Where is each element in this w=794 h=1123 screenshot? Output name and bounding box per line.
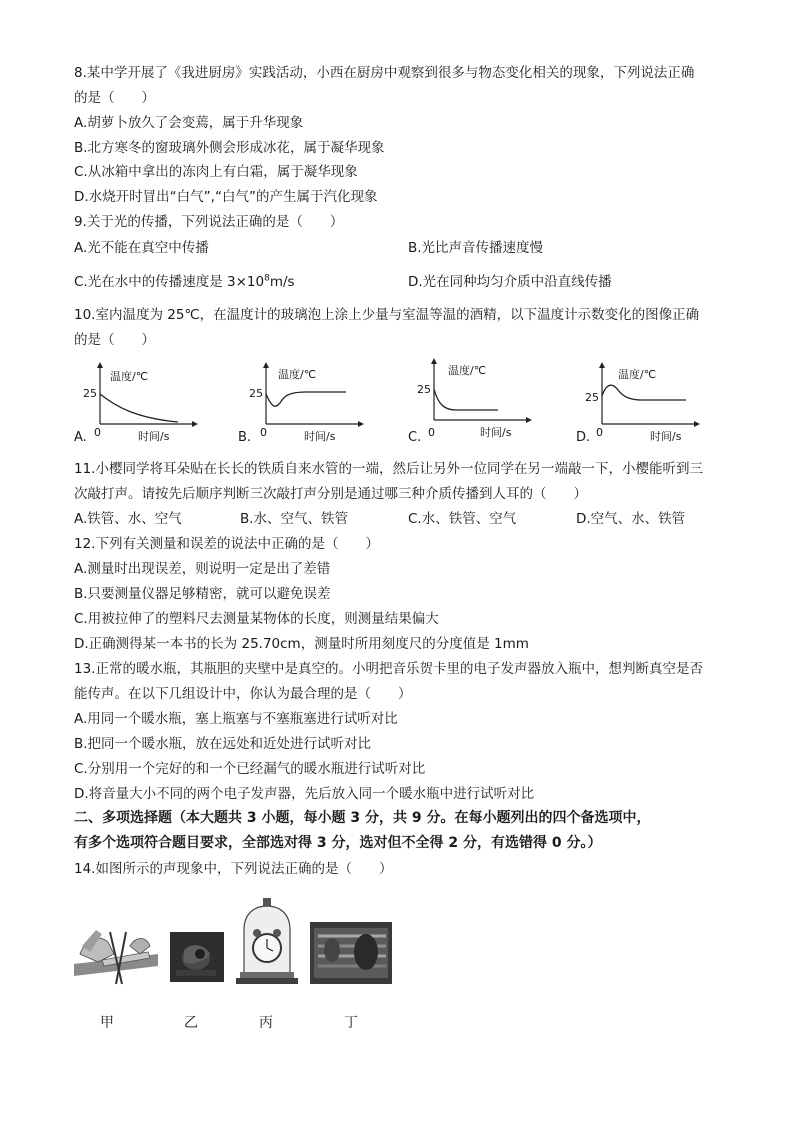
q8-option-a: A.胡萝卜放久了会变蔫，属于升华现象 — [74, 115, 304, 131]
q13-stem-line1: 13.正常的暖水瓶，其瓶胆的夹壁中是真空的。小明把音乐贺卡里的电子发声器放入瓶中，想判断真空是否 — [74, 661, 703, 677]
q11-option-d: D.空气、水、铁管 — [576, 511, 686, 527]
q11-option-a: A.铁管、水、空气 — [74, 511, 182, 527]
q14-label-bing: 丙 — [259, 1015, 273, 1031]
q10-graph-d — [582, 362, 712, 442]
q11-option-b: B.水、空气、铁管 — [240, 511, 349, 527]
q10-graph-b-x-axis-label: 时间/s — [304, 430, 336, 443]
q12-option-d: D.正确测得某一本书的长为 25.70cm，测量时所用刻度尺的分度值是 1mm — [74, 636, 529, 652]
q8-stem-line1: 8.某中学开展了《我进厨房》实践活动，小西在厨房中观察到很多与物态变化相关的现象，下列说法正确 — [74, 65, 695, 81]
q13-option-b: B.把同一个暖水瓶，放在远处和近处进行试听对比 — [74, 736, 372, 752]
q10-graph-a — [80, 362, 210, 442]
q10-graph-d-origin: 0 — [596, 426, 603, 439]
q10-graph-b-origin: 0 — [260, 426, 267, 439]
q10-graph-b — [246, 362, 376, 442]
q10-graph-b-y-tick: 25 — [249, 387, 263, 400]
q11-stem-line1: 11.小樱同学将耳朵贴在长长的铁质自来水管的一端，然后让另外一位同学在另一端敲一下，小樱能听到三 — [74, 461, 703, 477]
q14-image-bing-bell-jar — [236, 896, 298, 986]
q10-graph-a-curve — [100, 394, 178, 422]
q8-option-d: D.水烧开时冒出“白气”,“白气”的产生属于汽化现象 — [74, 189, 378, 205]
q14-image-ding — [310, 922, 392, 984]
q9-option-c-unit: m/s — [269, 274, 295, 290]
q10-graph-b-y-axis-label: 温度/℃ — [278, 368, 317, 381]
q9-option-a: A.光不能在真空中传播 — [74, 240, 209, 256]
section2-heading-line2: 有多个选项符合题目要求，全部选对得 3 分，选对但不全得 2 分，有选错得 0 分。） — [74, 835, 602, 851]
q8-option-b: B.北方寒冬的窗玻璃外侧会形成冰花，属于凝华现象 — [74, 140, 385, 156]
q14-image-yi — [170, 932, 224, 982]
q10-graph-d-label: D. — [576, 430, 591, 445]
q12-option-c: C.用被拉伸了的塑料尺去测量某物体的长度，则测量结果偏大 — [74, 611, 439, 627]
q8-option-c: C.从冰箱中拿出的冻肉上有白霜，属于凝华现象 — [74, 164, 358, 180]
q13-stem-line2: 能传声。在以下几组设计中，你认为最合理的是（ ） — [74, 686, 412, 702]
q11-option-c: C.水、铁管、空气 — [408, 511, 517, 527]
q10-stem-line1: 10.室内温度为 25℃，在温度计的玻璃泡上涂上少量与室温等温的酒精，以下温度计示数变化的图像正确 — [74, 307, 700, 323]
q13-option-d: D.将音量大小不同的两个电子发声器，先后放入同一个暖水瓶中进行试听对比 — [74, 786, 535, 802]
q13-option-a: A.用同一个暖水瓶，塞上瓶塞与不塞瓶塞进行试听对比 — [74, 711, 398, 727]
q10-graph-b-curve — [266, 392, 346, 406]
q14-label-jia: 甲 — [100, 1015, 114, 1031]
q10-graph-a-y-tick: 25 — [83, 387, 97, 400]
q10-graph-c-y-axis-label: 温度/℃ — [448, 364, 487, 377]
q10-graph-d-curve — [602, 385, 686, 400]
q10-graph-b-label: B. — [238, 430, 252, 445]
q9-option-b: B.光比声音传播速度慢 — [408, 240, 544, 256]
q8-stem-line2: 的是（ ） — [74, 90, 155, 106]
q10-graph-d-y-axis-label: 温度/℃ — [618, 368, 657, 381]
q11-stem-line2: 次敲打声。请按先后顺序判断三次敲打声分别是通过哪三种介质传播到人耳的（ ） — [74, 486, 587, 502]
q12-option-a: A.测量时出现误差，则说明一定是出了差错 — [74, 561, 331, 577]
q12-stem: 12.下列有关测量和误差的说法中正确的是（ ） — [74, 536, 379, 552]
section2-heading-line1: 二、多项选择题（本大题共 3 小题，每小题 3 分，共 9 分。在每小题列出的四个备选项中， — [74, 810, 651, 826]
q10-graph-a-label: A. — [74, 430, 87, 445]
q10-graph-c-label: C. — [408, 430, 422, 445]
q10-graph-c-x-axis-label: 时间/s — [480, 426, 512, 439]
q9-option-c-text: C.光在水中的传播速度是 3×10 — [74, 274, 265, 290]
q10-stem-line2: 的是（ ） — [74, 332, 155, 348]
q12-option-b: B.只要测量仪器足够精密，就可以避免误差 — [74, 586, 331, 602]
q10-graph-c — [414, 358, 544, 438]
q14-image-jia-ruler — [74, 924, 158, 994]
q14-label-yi: 乙 — [184, 1015, 198, 1031]
q10-graph-c-y-tick: 25 — [417, 383, 431, 396]
q10-graph-c-curve — [434, 389, 498, 410]
q10-graph-d-y-tick: 25 — [585, 391, 599, 404]
q10-graph-c-origin: 0 — [428, 426, 435, 439]
q9-stem: 9.关于光的传播，下列说法正确的是（ ） — [74, 214, 344, 230]
q10-graph-a-origin: 0 — [94, 426, 101, 439]
q10-graph-a-y-axis-label: 温度/℃ — [110, 370, 149, 383]
q10-graph-a-x-axis-label: 时间/s — [138, 430, 170, 443]
q9-option-c — [74, 273, 295, 291]
q14-stem: 14.如图所示的声现象中，下列说法正确的是（ ） — [74, 861, 393, 877]
q13-option-c: C.分别用一个完好的和一个已经漏气的暖水瓶进行试听对比 — [74, 761, 426, 777]
q10-graph-d-x-axis-label: 时间/s — [650, 430, 682, 443]
q9-option-d: D.光在同种均匀介质中沿直线传播 — [408, 274, 612, 290]
q14-label-ding: 丁 — [344, 1015, 358, 1031]
q9-option-c-exponent: 8 — [264, 273, 270, 284]
